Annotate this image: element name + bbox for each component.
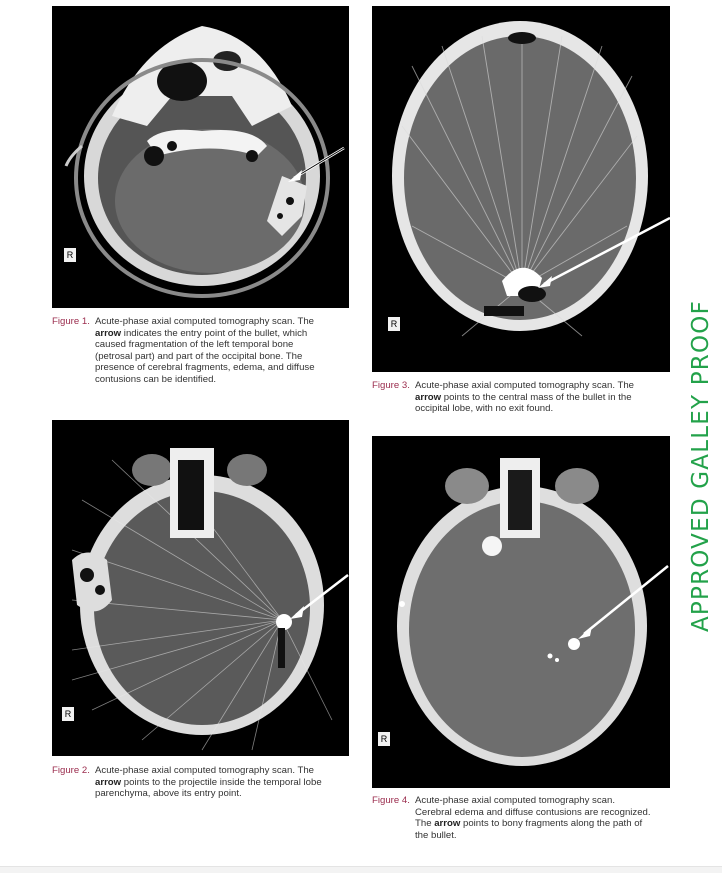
caption-line: parenchyma, above its entry point.: [95, 788, 242, 800]
caption-line: Acute-phase axial computed tomography scan. The: [95, 316, 315, 327]
figure-label: Figure 4.: [372, 795, 410, 806]
galley-proof-watermark: APPROVED GALLEY PROOF: [688, 299, 714, 632]
caption-line: Acute-phase axial computed tomography scan. The: [415, 380, 635, 391]
figure-2-image: [52, 420, 349, 756]
caption-text: [415, 380, 634, 415]
figure-label: Figure 1.: [52, 316, 90, 327]
caption-line: The arrow points to bony fragments along the path of: [415, 818, 643, 830]
caption-line: presence of cerebral fragments, edema, and diffuse: [95, 362, 315, 374]
ct-scan-1: [52, 6, 349, 308]
caption-line: arrow points to the projectile inside the temporal lobe: [95, 776, 322, 788]
figure-label: Figure 2.: [52, 765, 90, 776]
figure-2-caption: [52, 765, 352, 805]
caption-line: arrow points to the central mass of the bullet in the: [415, 391, 632, 403]
caption-line: caused fragmentation of the left temporal bone: [95, 339, 294, 351]
caption-text: [95, 765, 322, 800]
orientation-marker: R: [388, 317, 400, 331]
ct-scan-3: [372, 6, 670, 372]
figure-label: Figure 3.: [372, 380, 410, 391]
figure-1-image: [52, 6, 349, 308]
orientation-marker: R: [64, 248, 76, 262]
ct-scan-2: [52, 420, 349, 756]
caption-line: Acute-phase axial computed tomography scan.: [415, 795, 615, 806]
figure-3-image: [372, 6, 670, 372]
caption-line: occipital lobe, with no exit found.: [415, 403, 554, 415]
orientation-marker: R: [62, 707, 74, 721]
caption-line: Acute-phase axial computed tomography scan. The: [95, 765, 315, 776]
figure-4-image: [372, 436, 670, 788]
figure-4-caption: [372, 795, 672, 851]
caption-line: arrow indicates the entry point of the bullet, which: [95, 327, 308, 339]
figure-1-caption: [52, 316, 352, 398]
figure-3-caption: [372, 380, 672, 420]
caption-line: Cerebral edema and diffuse contusions are recognized.: [415, 806, 651, 818]
caption-line: the bullet.: [415, 829, 457, 841]
orientation-marker: R: [378, 732, 390, 746]
caption-text: [95, 316, 315, 386]
caption-text: [415, 795, 651, 841]
caption-line: (petrosal part) and part of the occipital bone. The: [95, 350, 303, 362]
ct-scan-4: [372, 436, 670, 788]
caption-line: contusions can be identified.: [95, 373, 217, 385]
